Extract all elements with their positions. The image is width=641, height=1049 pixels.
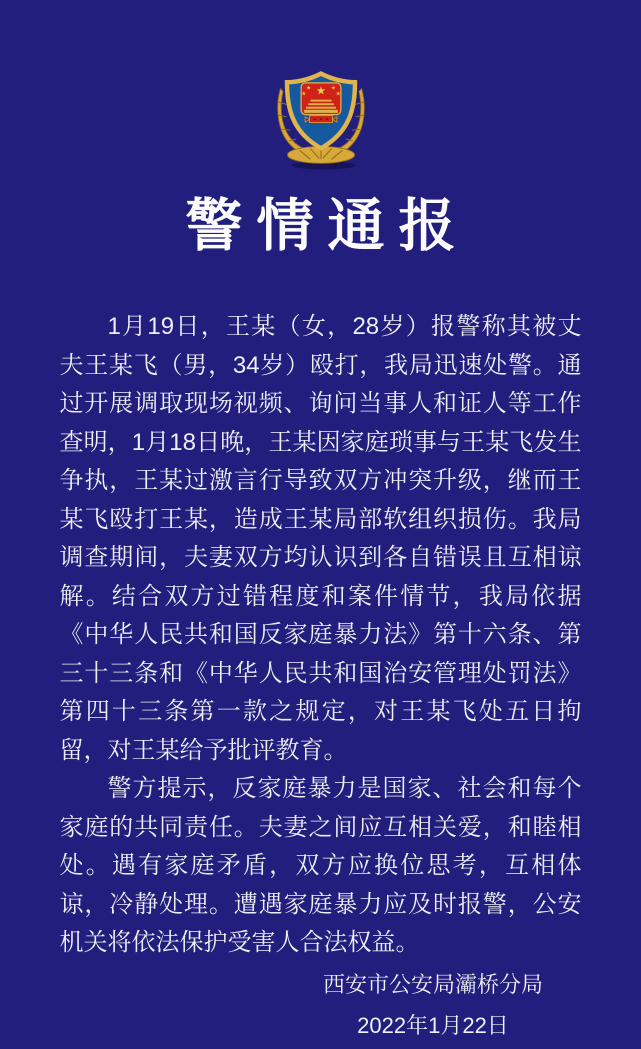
notice-title: 警情通报 [185, 194, 470, 258]
notice-paragraph-1: 1月19日，王某（女，28岁）报警称其被丈夫王某飞（男，34岁）殴打，我局迅速处警。通过开展调取现场视频、询问当事人和证人等工作查明，1月18日晚，王某因家庭琐事与王某飞发生争执，王某过激言行导致双方冲突升级，继而王某飞殴打王某，造成王某局部软组织损伤。我局调查期间，夫妻双方均认识到各自错误且互相谅解。结合双方过错程度和案件情节，我局依据《中华人民共和国反家庭暴力法》第十六条、第三十三条和《中华人民共和国治安管理处罚法》第四十三条第一款之规定，对王某飞处五日拘留，对王某给予批评教育。 [59, 313, 582, 764]
notice-paragraph-2: 警方提示，反家庭暴力是国家、社会和每个家庭的共同责任。夫妻之间应互相关爱，和睦相处。遇有家庭矛盾，双方应换位思考，互相体谅，冷静处理。遭遇家庭暴力应及时报警，公安机关将依法保护受害人合法权益。 [59, 775, 582, 956]
issuer-name: 西安市公安局灞桥分局 [322, 972, 543, 997]
issue-date: 2022年1月22日 [357, 1013, 509, 1038]
police-badge [0, 0, 641, 170]
notice-footer [323, 972, 543, 1039]
police-badge-icon [268, 62, 374, 170]
notice-body [60, 308, 582, 963]
